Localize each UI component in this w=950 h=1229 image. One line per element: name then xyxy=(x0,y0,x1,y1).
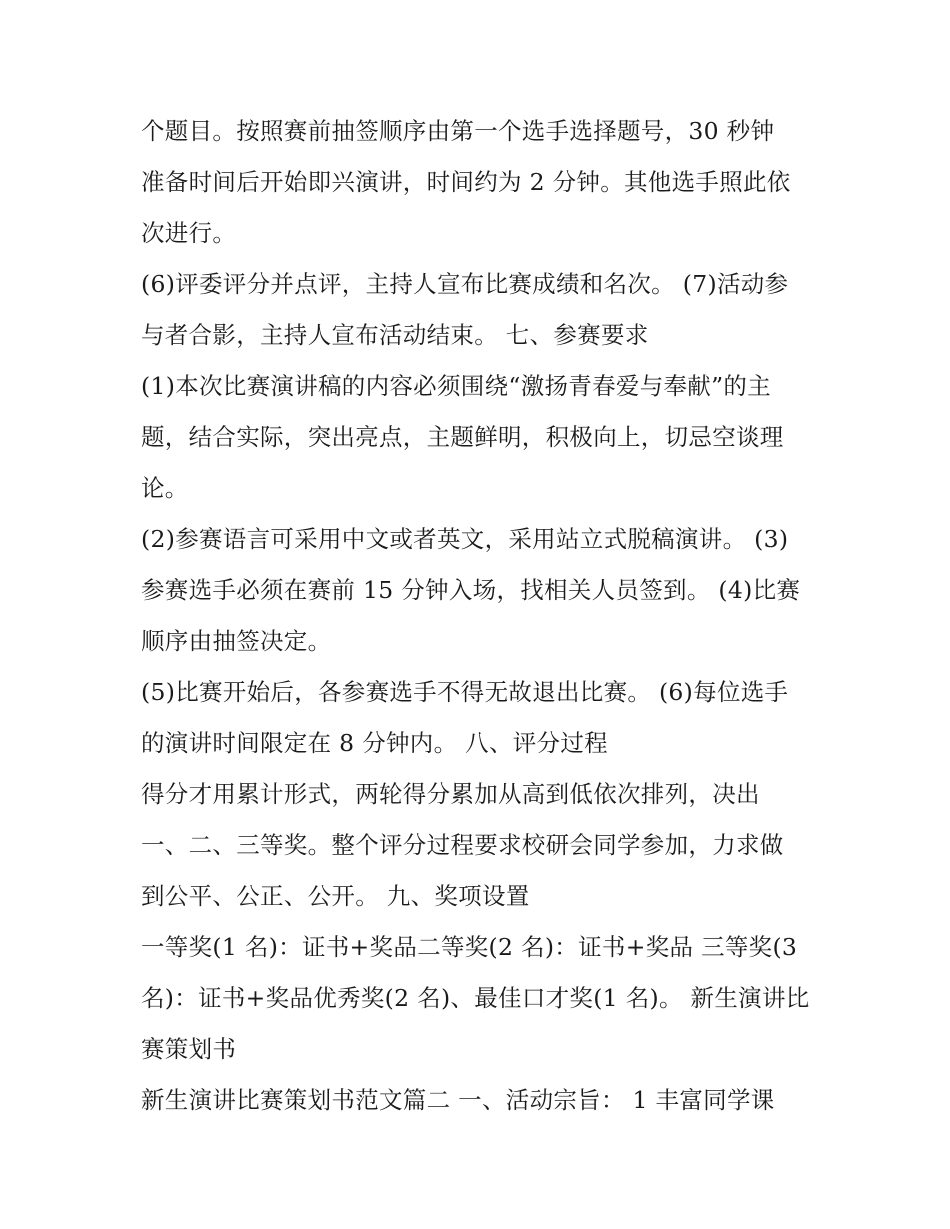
text-line: 参赛选手必须在赛前 15 分钟入场，找相关人员签到。 (4)比赛 xyxy=(141,576,801,604)
text-line: (1)本次比赛演讲稿的内容必须围绕“激扬青春爱与奉献”的主 xyxy=(141,372,772,400)
text-line: 赛策划书 xyxy=(141,1035,237,1063)
text-line: 名)：证书+奖品优秀奖(2 名)、最佳口才奖(1 名)。 新生演讲比 xyxy=(141,984,810,1012)
text-line: 与者合影，主持人宣布活动结束。 七、参赛要求 xyxy=(141,321,649,349)
text-line: 准备时间后开始即兴演讲，时间约为 2 分钟。其他选手照此依 xyxy=(141,168,791,196)
text-line: 题，结合实际，突出亮点，主题鲜明，积极向上，切忌空谈理 xyxy=(141,423,784,451)
text-line: 新生演讲比赛策划书范文篇二 一、活动宗旨： 1 丰富同学课 xyxy=(141,1086,775,1114)
text-line: 个题目。按照赛前抽签顺序由第一个选手选择题号，30 秒钟 xyxy=(141,117,775,145)
text-line: 次进行。 xyxy=(141,219,237,247)
text-line: 一、二、三等奖。整个评分过程要求校研会同学参加，力求做 xyxy=(141,831,784,859)
text-line: 得分才用累计形式，两轮得分累加从高到低依次排列，决出 xyxy=(141,780,760,808)
text-line: (5)比赛开始后，各参赛选手不得无故退出比赛。 (6)每位选手 xyxy=(141,678,789,706)
text-line: 论。 xyxy=(141,474,189,502)
text-line: (6)评委评分并点评，主持人宣布比赛成绩和名次。 (7)活动参 xyxy=(141,270,789,298)
document-body xyxy=(141,106,821,1126)
text-line: 顺序由抽签决定。 xyxy=(141,627,332,655)
text-line: (2)参赛语言可采用中文或者英文，采用站立式脱稿演讲。 (3) xyxy=(141,525,789,553)
text-line: 到公平、公正、公开。 九、奖项设置 xyxy=(141,882,530,910)
text-line: 一等奖(1 名)：证书+奖品二等奖(2 名)：证书+奖品 三等奖(3 xyxy=(141,933,798,961)
text-line: 的演讲时间限定在 8 分钟内。 八、评分过程 xyxy=(141,729,608,757)
